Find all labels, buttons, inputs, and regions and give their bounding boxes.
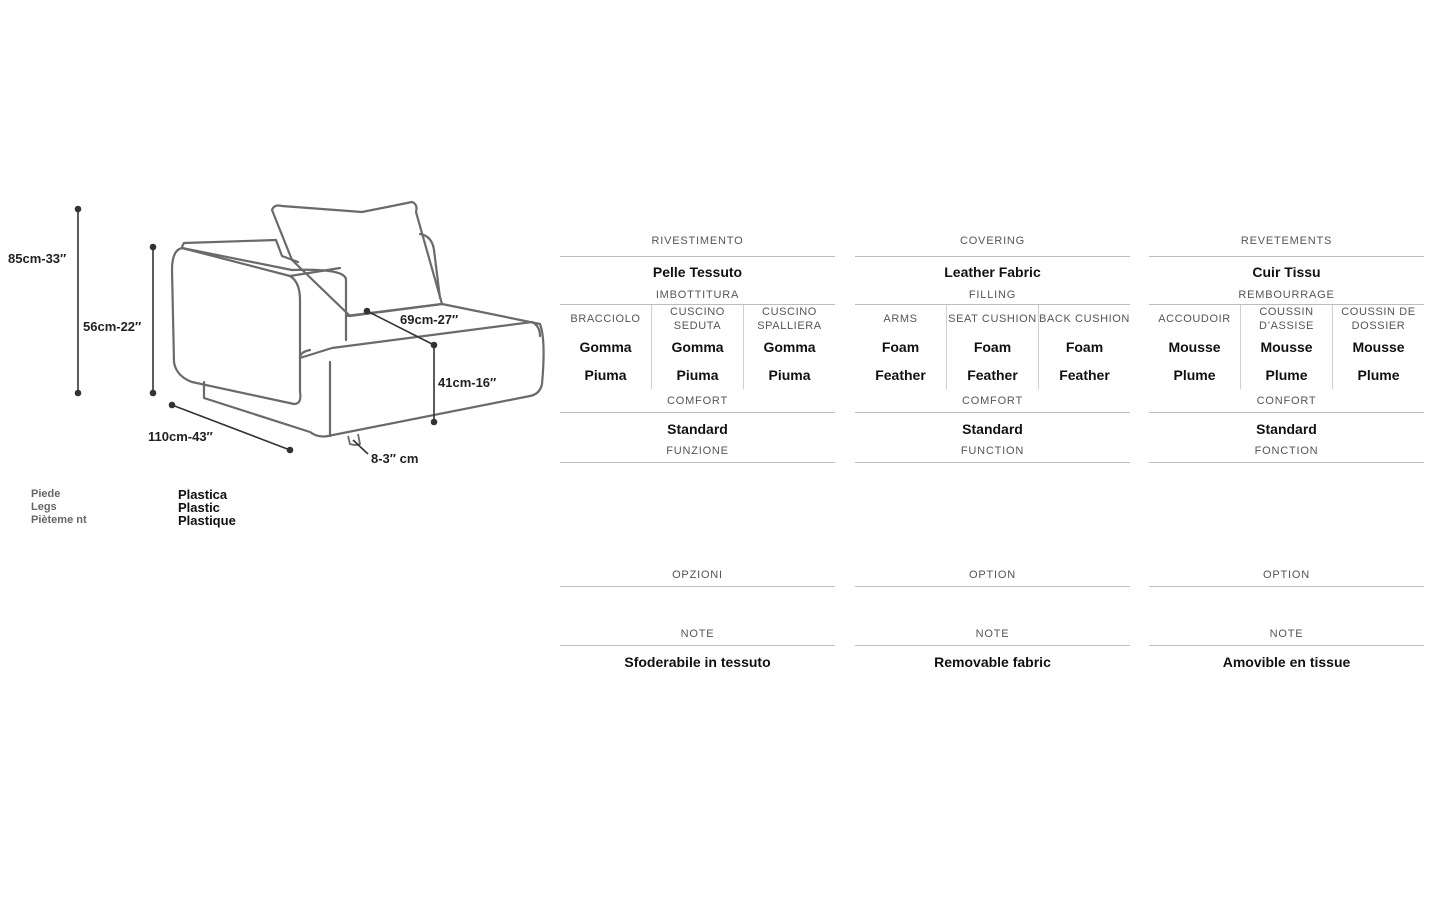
legs-values — [178, 488, 236, 527]
filling-label: CUSCINO SEDUTA — [670, 306, 725, 332]
filling-label: BRACCIOLO — [570, 313, 641, 325]
note-title: NOTE — [1269, 628, 1304, 640]
legs-value-en: Plastic — [178, 500, 220, 515]
comfort-title: COMFORT — [666, 395, 728, 407]
arm-height-label: 56cm-22″ — [83, 319, 142, 334]
filling-value: Mousse — [1168, 339, 1221, 355]
filling-label: COUSSIN DE DOSSIER — [1341, 306, 1416, 332]
comfort-value: Standard — [1256, 421, 1317, 437]
filling-label: BACK CUSHION — [1039, 313, 1130, 325]
filling-value: Piuma — [676, 367, 719, 383]
comfort-value: Standard — [962, 421, 1023, 437]
filling-value: Piuma — [768, 367, 811, 383]
filling-value: Gomma — [579, 339, 632, 355]
legs-label-en: Legs — [31, 501, 57, 513]
filling-value: Feather — [967, 367, 1018, 383]
height-total-label: 85cm-33″ — [8, 251, 67, 266]
filling-title: FILLING — [968, 289, 1017, 301]
filling-value: Gomma — [671, 339, 724, 355]
filling-value: Foam — [1065, 339, 1104, 355]
filling-value: Foam — [973, 339, 1012, 355]
seat-depth-label: 69cm-27″ — [400, 312, 459, 327]
filling-value: Gomma — [763, 339, 816, 355]
function-title: FONCTION — [1254, 445, 1319, 457]
filling-col — [1038, 305, 1130, 389]
filling-value: Plume — [1357, 367, 1400, 383]
covering-title: RIVESTIMENTO — [651, 235, 744, 247]
covering-value: Pelle Tessuto — [652, 264, 743, 280]
width-label: 110cm-43″ — [148, 429, 213, 444]
filling-col — [1240, 305, 1332, 389]
filling-col — [946, 305, 1038, 389]
comfort-value: Standard — [667, 421, 728, 437]
note-value: Sfoderabile in tessuto — [624, 654, 771, 670]
covering-title: REVETEMENTS — [1240, 235, 1333, 247]
leg-height-label: 8-3″ cm — [371, 451, 419, 466]
filling-col — [855, 305, 946, 389]
legs-labels — [31, 488, 87, 527]
option-title: OPZIONI — [672, 569, 723, 581]
filling-grid — [855, 305, 1130, 389]
comfort-title: COMFORT — [961, 395, 1023, 407]
seat-height-label: 41cm-16″ — [438, 375, 497, 390]
function-title: FUNCTION — [960, 445, 1025, 457]
filling-value: Plume — [1173, 367, 1216, 383]
legs-label-fr: Pièteme nt — [31, 514, 87, 526]
filling-value: Piuma — [584, 367, 627, 383]
filling-col — [1149, 305, 1240, 389]
note-value: Amovible en tissue — [1222, 654, 1351, 670]
covering-value: Cuir Tissu — [1252, 264, 1321, 280]
covering-value: Leather Fabric — [944, 264, 1041, 280]
filling-value: Feather — [875, 367, 926, 383]
filling-value: Mousse — [1260, 339, 1313, 355]
legs-label-it: Piede — [31, 488, 61, 500]
filling-label: ACCOUDOIR — [1158, 313, 1231, 325]
filling-value: Feather — [1059, 367, 1110, 383]
covering-title: COVERING — [959, 235, 1026, 247]
filling-label: COUSSIN D’ASSISE — [1259, 306, 1314, 332]
note-title: NOTE — [975, 628, 1010, 640]
filling-col — [1332, 305, 1424, 389]
filling-value: Mousse — [1352, 339, 1405, 355]
note-value: Removable fabric — [934, 654, 1051, 670]
filling-title: REMBOURRAGE — [1238, 289, 1335, 301]
filling-title: IMBOTTITURA — [655, 289, 740, 301]
filling-label: CUSCINO SPALLIERA — [757, 306, 822, 332]
sofa-module-drawing — [0, 0, 560, 480]
option-title: OPTION — [969, 569, 1016, 581]
legs-value-it: Plastica — [178, 487, 228, 502]
filling-value: Plume — [1265, 367, 1308, 383]
note-title: NOTE — [680, 628, 715, 640]
function-title: FUNZIONE — [666, 445, 729, 457]
filling-grid — [1149, 305, 1424, 389]
filling-grid — [560, 305, 835, 389]
filling-col — [560, 305, 651, 389]
filling-label: SEAT CUSHION — [948, 313, 1037, 325]
spec-column-english — [855, 233, 1130, 678]
comfort-title: CONFORT — [1256, 395, 1317, 407]
filling-col — [743, 305, 835, 389]
legs-value-fr: Plastique — [178, 513, 236, 528]
spec-column-italian — [560, 233, 835, 678]
filling-value: Foam — [881, 339, 920, 355]
spec-column-french — [1149, 233, 1424, 678]
filling-col — [651, 305, 743, 389]
option-title: OPTION — [1263, 569, 1310, 581]
filling-label: ARMS — [883, 313, 918, 325]
